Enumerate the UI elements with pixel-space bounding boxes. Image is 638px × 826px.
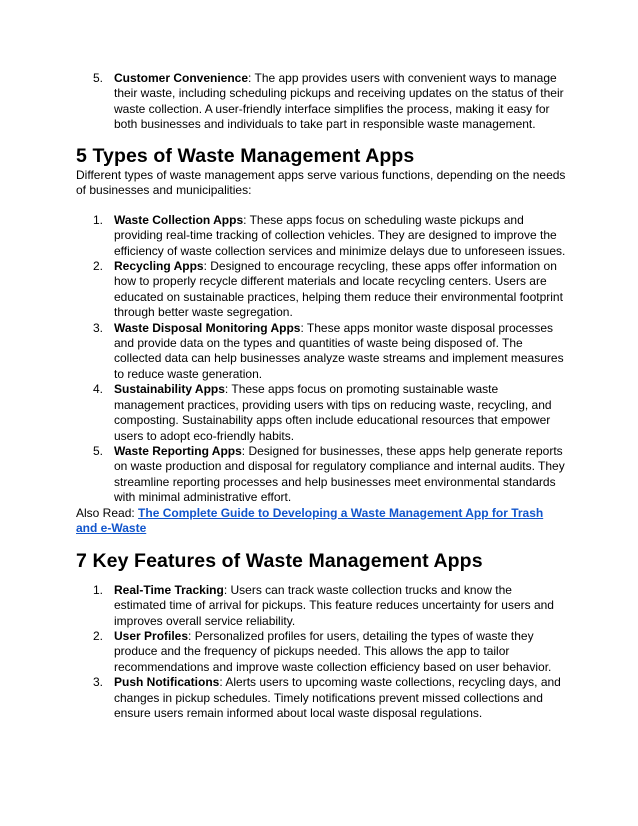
item-title: Sustainability Apps [114, 382, 225, 397]
list-item [76, 259, 566, 321]
item-text: : The app provides users with convenient ways to manage their waste, including scheduling pickups and receiving updates on the status of their waste collection. A user-friendly interface simplifies the process, making it easy for both businesses and individuals to take part in responsible waste management. [114, 71, 564, 132]
item-text: : These apps focus on promoting sustainable waste management practices, providing users with tips on reducing waste, recycling, and composting. Sustainability apps often include educational resources that empower users to adopt eco-friendly habits. [114, 382, 552, 443]
list-item [76, 71, 566, 133]
list-number: 4. [93, 382, 104, 397]
list-number: 2. [93, 628, 104, 643]
top-list [76, 71, 566, 133]
item-text: : These apps focus on scheduling waste pickups and providing real-time tracking of collection vehicles. They are designed to improve the efficiency of waste collection services and minimize delays due to unforeseen issues. [114, 212, 566, 258]
item-text: : Users can track waste collection trucks and know the estimated time of arrival for pickups. This feature reduces uncertainty for users and improves overall service reliability. [114, 582, 554, 628]
item-text: : Designed for businesses, these apps help generate reports on waste production and disposal for regulatory compliance and internal audits. They streamline reporting processes and help businesses meet environmental standards with minimal administrative effort. [114, 443, 565, 505]
list-number: 3. [93, 675, 104, 690]
list-number: 5. [93, 71, 104, 85]
list-number: 1. [93, 582, 104, 597]
item-text: : Designed to encourage recycling, these apps offer information on how to properly recycle different materials and locate recycling centers. Users are educated on sustainable practices, helping them reduce their environmental footprint through better waste segregation. [114, 259, 563, 320]
item-text: : These apps monitor waste disposal processes and provide data on the types and quantities of waste being disposed of. The collected data can help businesses analyze waste streams and implement measures to reduce waste generation. [114, 320, 564, 381]
also-read [76, 506, 566, 537]
list-item [76, 583, 566, 629]
document-content [76, 71, 566, 721]
also-read-label: Also Read: [76, 505, 139, 520]
list-item [76, 444, 566, 506]
list-item [76, 321, 566, 383]
item-title: Waste Collection Apps [114, 212, 244, 227]
list-number: 3. [93, 320, 104, 335]
item-text: : Alerts users to upcoming waste collections, recycling days, and changes in pickup schedules. Timely notifications prevent missed collections and ensure users remain informed about local waste disposal regulations. [114, 675, 561, 720]
list-item [76, 629, 566, 675]
also-read-link[interactable]: The Complete Guide to Developing a Waste Management App for Trash and e-Waste [76, 505, 544, 536]
list-number: 5. [93, 443, 104, 458]
item-title: Waste Disposal Monitoring Apps [114, 320, 301, 335]
types-heading: 5 Types of Waste Management Apps [76, 144, 415, 167]
item-title: Customer Convenience [114, 71, 249, 85]
features-list [76, 583, 566, 722]
item-title: Waste Reporting Apps [114, 443, 242, 458]
item-title: User Profiles [114, 628, 189, 643]
features-heading: 7 Key Features of Waste Management Apps [76, 549, 483, 572]
item-title: Recycling Apps [114, 259, 204, 274]
list-number: 2. [93, 259, 104, 274]
item-text: : Personalized profiles for users, detailing the types of waste they produce and the frequency of pickups needed. This allows the app to tailor recommendations and improve waste collection efficiency based on user behavior. [114, 628, 552, 674]
types-list [76, 213, 566, 506]
types-intro: Different types of waste management apps serve various functions, depending on the needs of businesses and municipalities: [76, 167, 566, 198]
list-item [76, 382, 566, 444]
list-number: 1. [93, 212, 104, 227]
list-item [76, 213, 566, 259]
list-item [76, 675, 566, 721]
item-title: Real-Time Tracking [114, 582, 224, 597]
item-title: Push Notifications [114, 675, 220, 690]
